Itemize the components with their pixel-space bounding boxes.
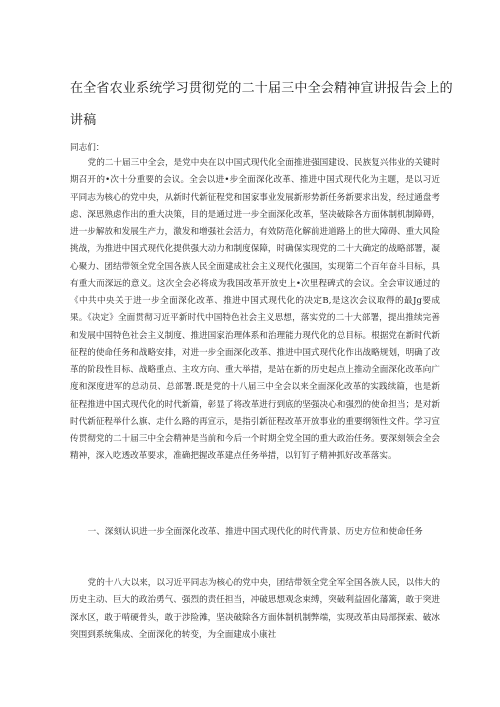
paragraph-intro: 党的二十届三中全会，是党中央在以中国式现代化全面推进强国建设、民族复兴伟业的关键时期召开的•次十分重要的会议。全会以进•步全面深化改革、推进中国式现代化为主题，是以习近平同志为核心的党中央，从新时代新征程党和国家事业发展新形势新任务新要求出发，经过通盘考虑、深思熟虑作出的重大决策，目的是通过进一步全面深化改革，坚决破除各方面体制机制障碍，进一步解放和发展生产力，激发和增强社会活力，有效防范化解前进道路上的世大障碍、重大风险挑战，为推进中国式现代化提供强大动力和制度保障，时确保实现党的二十大确定的战略部署，凝心聚力、团结带领全党全国各族人民全面建成社会主义现代化强国，实现第二个百年奋斗目标，具有重大而深远的意义。这次全会必将成为我国改革开放史上•次里程碑式的会议。全会审议通过的《中共中央关于进一步全面深化改革、推进中国式现代化的决定B,是这次会议取得的最Jg要成果。《决定》全面贯彻习近平新时代中国特色社会主义思想，落实党的二十大部署，提出推续完善和发展中国特色社会主义制度、推进国家治理体系和治理能力现代化的总目标。根据党在新时代新征程的使命任务和战略安排，对进一步全面深化改革、推进中国式现代化作出战略规划，明确了改革的阶段性目标、战略重点、主攻方向、重大举措，是站在新的历史起点上推动全面深化改革向广度和深度进军的总动员、总部署.既是党的十八届三中全会以来全面深化改革的实践续篇，也是新征程推进中国式现代化的时代新篇，彰显了将改革进行到底的坚强决心和强烈的使命担当；是对新时代新征程举什么旗、走什么路的再宣示，是指引新征程改革开放事业的重要纲领性文件。学习宣传贯彻党的二十届三中全会精神是当前和今后一个时期全党全国的重大政治任务。要深刻领会全会精神，深入吃透改革要求，准确把握改革建点任务举措，以钉钉子精神抓好改革落实。 bbox=[70, 158, 440, 462]
salutation: 同志们： bbox=[70, 143, 105, 153]
document-title-line-1: 在全省农业系统学习贯彻党的二十届三中全会精神宣讲报告会上的 bbox=[70, 81, 453, 96]
document-title-line-2: 讲稿 bbox=[70, 113, 97, 128]
paragraph-section-1: 党的十八大以来，以习近平同志为核心的党中央，团结带领全党全军全国各族人民，以伟大的历史主动、巨大的政治勇气、强烈的责任担当，冲破思想观念束缚，突破利益固化藩篱，敢于突进深水区，敢于啃硬骨头，敢于涉险滩，坚决破除各方面体制机制弊端，实现改革由局部探索、破冰突围到系统集成、全面深化的转变，为全面建成小康社 bbox=[70, 578, 440, 640]
section-heading-1: 一、深刻认识进一步全面深化改革、推进中国式现代化的时代背景、历史方位和使命任务 bbox=[87, 527, 423, 537]
